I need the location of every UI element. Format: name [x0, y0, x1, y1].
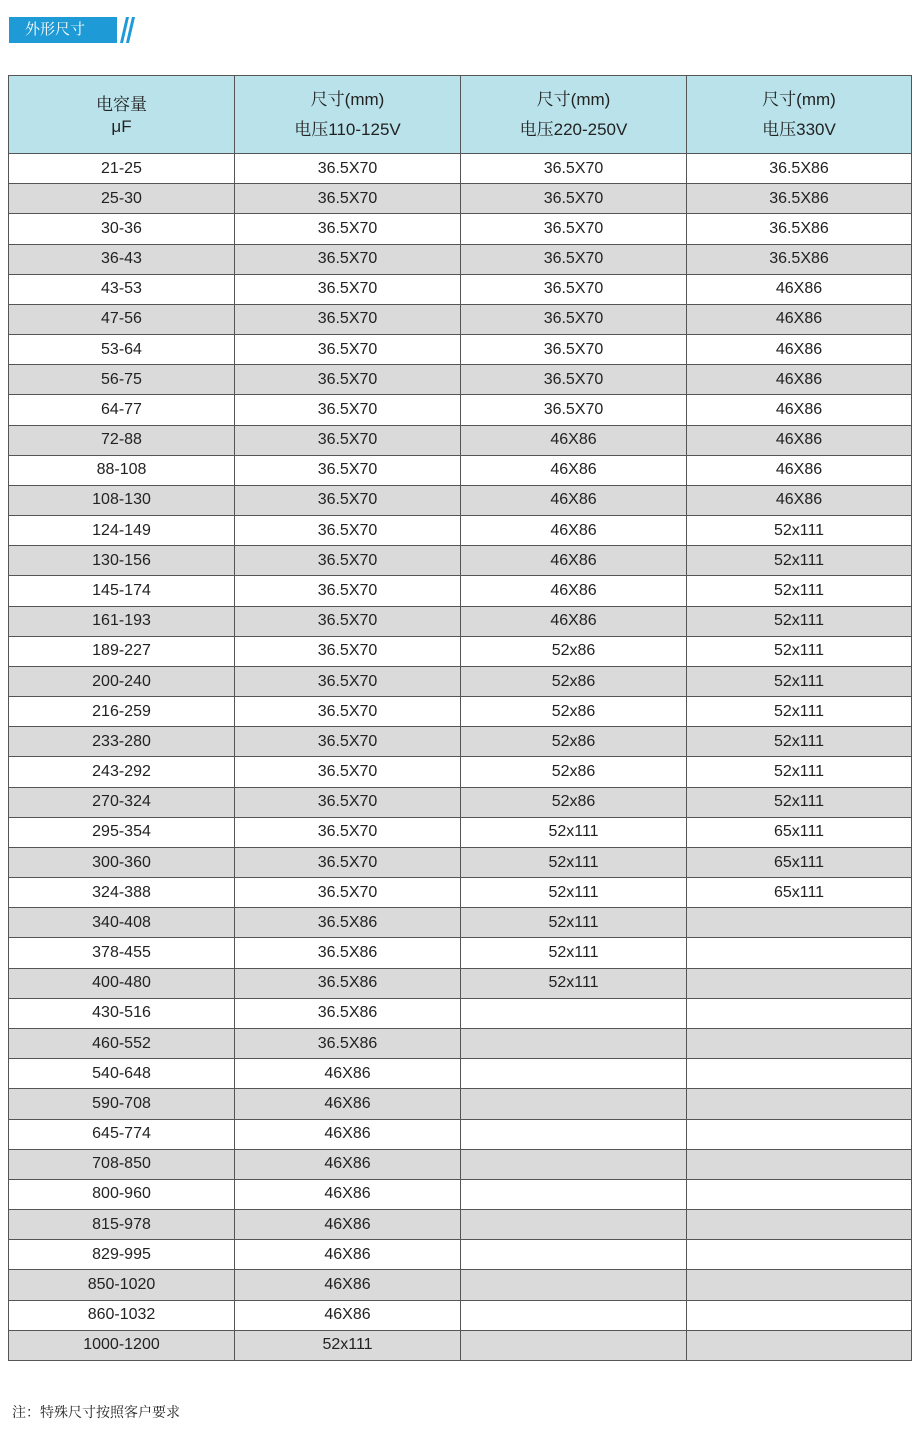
- cell-size-110-125v: 36.5X70: [235, 576, 461, 606]
- cell-size-110-125v: 46X86: [235, 1270, 461, 1300]
- cell-capacitance: 47-56: [9, 304, 235, 334]
- cell-size-110-125v: 36.5X86: [235, 908, 461, 938]
- cell-capacitance: 400-480: [9, 968, 235, 998]
- cell-capacitance: 21-25: [9, 154, 235, 184]
- cell-capacitance: 56-75: [9, 365, 235, 395]
- table-row: [9, 1210, 912, 1240]
- cell-size-110-125v: 36.5X86: [235, 938, 461, 968]
- table-row: [9, 154, 912, 184]
- cell-size-220-250v: [461, 1089, 687, 1119]
- cell-size-110-125v: 36.5X86: [235, 1028, 461, 1058]
- cell-capacitance: 36-43: [9, 244, 235, 274]
- cell-size-330v: [687, 1240, 912, 1270]
- cell-size-220-250v: 36.5X70: [461, 274, 687, 304]
- table-row: [9, 1059, 912, 1089]
- cell-capacitance: 378-455: [9, 938, 235, 968]
- cell-size-330v: 52x111: [687, 636, 912, 666]
- cell-size-110-125v: 46X86: [235, 1149, 461, 1179]
- cell-capacitance: 161-193: [9, 606, 235, 636]
- cell-size-220-250v: [461, 1240, 687, 1270]
- cell-size-110-125v: 46X86: [235, 1179, 461, 1209]
- cell-size-330v: 46X86: [687, 304, 912, 334]
- cell-capacitance: 233-280: [9, 727, 235, 757]
- cell-size-110-125v: 46X86: [235, 1089, 461, 1119]
- cell-size-330v: 52x111: [687, 787, 912, 817]
- cell-size-110-125v: 36.5X70: [235, 697, 461, 727]
- table-row: [9, 1028, 912, 1058]
- cell-size-330v: 52x111: [687, 546, 912, 576]
- cell-size-330v: 46X86: [687, 485, 912, 515]
- cell-capacitance: 300-360: [9, 847, 235, 877]
- cell-capacitance: 860-1032: [9, 1300, 235, 1330]
- cell-size-110-125v: 36.5X70: [235, 817, 461, 847]
- cell-size-220-250v: 46X86: [461, 485, 687, 515]
- table-row: [9, 1149, 912, 1179]
- table-row: [9, 395, 912, 425]
- cell-size-220-250v: [461, 1179, 687, 1209]
- cell-size-220-250v: 46X86: [461, 455, 687, 485]
- cell-size-220-250v: [461, 1210, 687, 1240]
- cell-size-110-125v: 36.5X70: [235, 304, 461, 334]
- cell-capacitance: 645-774: [9, 1119, 235, 1149]
- cell-size-330v: 52x111: [687, 757, 912, 787]
- cell-capacitance: 460-552: [9, 1028, 235, 1058]
- cell-size-330v: [687, 1179, 912, 1209]
- cell-size-330v: 46X86: [687, 365, 912, 395]
- cell-size-330v: 52x111: [687, 576, 912, 606]
- cell-size-220-250v: 52x111: [461, 968, 687, 998]
- header-size-label: 尺寸(mm): [762, 89, 836, 109]
- table-row: [9, 787, 912, 817]
- cell-size-220-250v: 36.5X70: [461, 304, 687, 334]
- table-row: [9, 244, 912, 274]
- table-row: [9, 274, 912, 304]
- dimension-table: [8, 75, 912, 1361]
- cell-size-220-250v: 46X86: [461, 425, 687, 455]
- cell-size-220-250v: [461, 1270, 687, 1300]
- cell-capacitance: 216-259: [9, 697, 235, 727]
- cell-size-220-250v: 52x86: [461, 636, 687, 666]
- cell-size-330v: [687, 1330, 912, 1360]
- cell-size-110-125v: 36.5X70: [235, 335, 461, 365]
- cell-size-220-250v: 36.5X70: [461, 154, 687, 184]
- cell-size-330v: [687, 1210, 912, 1240]
- cell-size-220-250v: 46X86: [461, 546, 687, 576]
- cell-size-110-125v: 36.5X70: [235, 787, 461, 817]
- table-row: [9, 606, 912, 636]
- cell-capacitance: 590-708: [9, 1089, 235, 1119]
- table-row: [9, 697, 912, 727]
- cell-size-220-250v: [461, 1330, 687, 1360]
- header-capacitance-unit: μF: [111, 116, 132, 136]
- cell-capacitance: 800-960: [9, 1179, 235, 1209]
- cell-size-110-125v: 36.5X70: [235, 485, 461, 515]
- table-row: [9, 666, 912, 696]
- table-row: [9, 365, 912, 395]
- cell-size-330v: 52x111: [687, 727, 912, 757]
- cell-size-330v: 36.5X86: [687, 244, 912, 274]
- cell-capacitance: 53-64: [9, 335, 235, 365]
- cell-capacitance: 30-36: [9, 214, 235, 244]
- table-row: [9, 335, 912, 365]
- table-row: [9, 304, 912, 334]
- table-row: [9, 1179, 912, 1209]
- cell-size-110-125v: 36.5X70: [235, 727, 461, 757]
- header-size-110-125v: [235, 76, 461, 154]
- cell-capacitance: 340-408: [9, 908, 235, 938]
- cell-size-330v: [687, 1089, 912, 1119]
- cell-size-330v: [687, 908, 912, 938]
- cell-capacitance: 200-240: [9, 666, 235, 696]
- cell-size-330v: 65x111: [687, 878, 912, 908]
- table-row: [9, 878, 912, 908]
- table-row: [9, 576, 912, 606]
- cell-size-220-250v: 52x111: [461, 817, 687, 847]
- cell-size-220-250v: 46X86: [461, 606, 687, 636]
- cell-capacitance: 64-77: [9, 395, 235, 425]
- cell-size-330v: 52x111: [687, 606, 912, 636]
- cell-size-110-125v: 36.5X70: [235, 154, 461, 184]
- cell-size-330v: [687, 1300, 912, 1330]
- table-row: [9, 546, 912, 576]
- cell-size-220-250v: [461, 1149, 687, 1179]
- cell-size-220-250v: 46X86: [461, 576, 687, 606]
- table-body: [9, 154, 912, 1361]
- cell-capacitance: 145-174: [9, 576, 235, 606]
- header-capacitance-label: 电容量: [96, 94, 147, 114]
- cell-size-220-250v: 36.5X70: [461, 335, 687, 365]
- cell-size-220-250v: 52x111: [461, 847, 687, 877]
- header-voltage-label: 电压330V: [762, 119, 836, 139]
- cell-capacitance: 270-324: [9, 787, 235, 817]
- cell-capacitance: 815-978: [9, 1210, 235, 1240]
- cell-capacitance: 88-108: [9, 455, 235, 485]
- cell-size-110-125v: 36.5X70: [235, 455, 461, 485]
- cell-size-220-250v: [461, 998, 687, 1028]
- cell-size-330v: 36.5X86: [687, 214, 912, 244]
- cell-size-330v: 52x111: [687, 666, 912, 696]
- cell-size-330v: 36.5X86: [687, 184, 912, 214]
- cell-size-220-250v: 36.5X70: [461, 395, 687, 425]
- table-row: [9, 214, 912, 244]
- cell-size-220-250v: 36.5X70: [461, 244, 687, 274]
- section-title: 外形尺寸: [9, 17, 117, 43]
- cell-size-330v: [687, 1270, 912, 1300]
- cell-size-110-125v: 36.5X70: [235, 546, 461, 576]
- cell-capacitance: 295-354: [9, 817, 235, 847]
- cell-size-220-250v: 36.5X70: [461, 184, 687, 214]
- cell-capacitance: 25-30: [9, 184, 235, 214]
- cell-size-110-125v: 46X86: [235, 1119, 461, 1149]
- table-row: [9, 968, 912, 998]
- cell-size-330v: 52x111: [687, 516, 912, 546]
- table-row: [9, 757, 912, 787]
- cell-size-220-250v: 36.5X70: [461, 214, 687, 244]
- cell-capacitance: 124-149: [9, 516, 235, 546]
- header-size-label: 尺寸(mm): [310, 89, 385, 109]
- cell-size-110-125v: 52x111: [235, 1330, 461, 1360]
- cell-size-110-125v: 36.5X70: [235, 878, 461, 908]
- cell-size-220-250v: 46X86: [461, 516, 687, 546]
- cell-size-330v: [687, 1119, 912, 1149]
- table-row: [9, 998, 912, 1028]
- cell-size-220-250v: 52x86: [461, 757, 687, 787]
- table-header-row: [9, 76, 912, 154]
- table-row: [9, 1240, 912, 1270]
- table-row: [9, 1300, 912, 1330]
- cell-size-110-125v: 46X86: [235, 1059, 461, 1089]
- table-row: [9, 485, 912, 515]
- cell-size-110-125v: 36.5X70: [235, 365, 461, 395]
- title-slash-decoration: [117, 17, 137, 43]
- cell-size-220-250v: 52x111: [461, 938, 687, 968]
- cell-size-110-125v: 36.5X70: [235, 214, 461, 244]
- table-row: [9, 1089, 912, 1119]
- cell-size-110-125v: 36.5X86: [235, 998, 461, 1028]
- cell-size-220-250v: 52x86: [461, 666, 687, 696]
- cell-size-330v: 65x111: [687, 817, 912, 847]
- cell-size-110-125v: 36.5X70: [235, 757, 461, 787]
- cell-capacitance: 430-516: [9, 998, 235, 1028]
- cell-capacitance: 130-156: [9, 546, 235, 576]
- cell-size-220-250v: 52x111: [461, 908, 687, 938]
- cell-size-330v: [687, 1149, 912, 1179]
- header-size-label: 尺寸(mm): [536, 89, 611, 109]
- cell-size-330v: 46X86: [687, 425, 912, 455]
- cell-size-330v: [687, 1059, 912, 1089]
- cell-capacitance: 1000-1200: [9, 1330, 235, 1360]
- header-size-220-250v: [461, 76, 687, 154]
- cell-size-330v: 46X86: [687, 335, 912, 365]
- cell-size-330v: 52x111: [687, 697, 912, 727]
- cell-size-330v: [687, 1028, 912, 1058]
- cell-size-330v: 46X86: [687, 455, 912, 485]
- header-size-330v: [687, 76, 912, 154]
- header-capacitance: [9, 76, 235, 154]
- table-row: [9, 727, 912, 757]
- header-voltage-label: 电压220-250V: [519, 119, 628, 139]
- table-row: [9, 1270, 912, 1300]
- cell-size-110-125v: 36.5X70: [235, 516, 461, 546]
- cell-size-220-250v: 52x111: [461, 878, 687, 908]
- cell-size-110-125v: 36.5X70: [235, 184, 461, 214]
- cell-size-110-125v: 36.5X70: [235, 395, 461, 425]
- cell-size-330v: [687, 938, 912, 968]
- cell-size-330v: [687, 998, 912, 1028]
- cell-size-220-250v: 36.5X70: [461, 365, 687, 395]
- cell-capacitance: 43-53: [9, 274, 235, 304]
- cell-capacitance: 708-850: [9, 1149, 235, 1179]
- cell-capacitance: 189-227: [9, 636, 235, 666]
- table-row: [9, 1330, 912, 1360]
- header-voltage-label: 电压110-125V: [294, 119, 401, 139]
- cell-size-110-125v: 36.5X70: [235, 666, 461, 696]
- table-row: [9, 817, 912, 847]
- cell-size-220-250v: 52x86: [461, 727, 687, 757]
- cell-capacitance: 829-995: [9, 1240, 235, 1270]
- cell-size-110-125v: 36.5X70: [235, 636, 461, 666]
- table-row: [9, 516, 912, 546]
- cell-size-330v: [687, 968, 912, 998]
- cell-size-330v: 36.5X86: [687, 154, 912, 184]
- table-row: [9, 1119, 912, 1149]
- cell-size-330v: 46X86: [687, 395, 912, 425]
- cell-size-220-250v: [461, 1119, 687, 1149]
- cell-size-220-250v: 52x86: [461, 697, 687, 727]
- cell-capacitance: 324-388: [9, 878, 235, 908]
- cell-size-110-125v: 36.5X70: [235, 847, 461, 877]
- cell-capacitance: 243-292: [9, 757, 235, 787]
- table-row: [9, 184, 912, 214]
- cell-size-330v: 65x111: [687, 847, 912, 877]
- cell-capacitance: 72-88: [9, 425, 235, 455]
- cell-size-220-250v: [461, 1300, 687, 1330]
- cell-capacitance: 108-130: [9, 485, 235, 515]
- cell-size-220-250v: [461, 1028, 687, 1058]
- table-row: [9, 425, 912, 455]
- cell-size-110-125v: 36.5X70: [235, 425, 461, 455]
- cell-capacitance: 540-648: [9, 1059, 235, 1089]
- table-row: [9, 636, 912, 666]
- cell-size-110-125v: 46X86: [235, 1300, 461, 1330]
- cell-size-110-125v: 46X86: [235, 1210, 461, 1240]
- table-row: [9, 908, 912, 938]
- cell-size-110-125v: 46X86: [235, 1240, 461, 1270]
- cell-size-220-250v: [461, 1059, 687, 1089]
- cell-size-110-125v: 36.5X70: [235, 244, 461, 274]
- cell-size-110-125v: 36.5X70: [235, 274, 461, 304]
- cell-size-110-125v: 36.5X86: [235, 968, 461, 998]
- cell-size-110-125v: 36.5X70: [235, 606, 461, 636]
- cell-size-330v: 46X86: [687, 274, 912, 304]
- table-row: [9, 455, 912, 485]
- footnote: 注：特殊尺寸按照客户要求: [12, 1404, 180, 1420]
- table-row: [9, 938, 912, 968]
- table-row: [9, 847, 912, 877]
- cell-capacitance: 850-1020: [9, 1270, 235, 1300]
- cell-size-220-250v: 52x86: [461, 787, 687, 817]
